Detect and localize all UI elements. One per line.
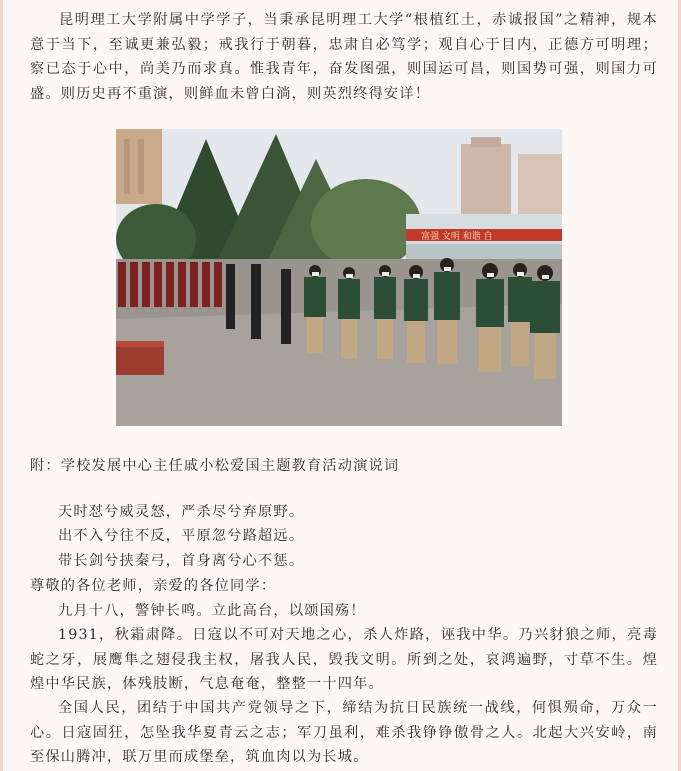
ceremony-photo <box>116 129 562 426</box>
poem-line: 天时怼兮威灵怒，严杀尽兮弃原野。 <box>58 504 305 520</box>
poem-line: 出不入兮往不反，平原忽兮路超远。 <box>58 528 305 544</box>
speech-caption: 附：学校发展中心主任戚小松爱国主题教育活动演说词 <box>30 458 400 474</box>
intro-paragraph: 昆明理工大学附属中学学子，当秉承昆明理工大学“根植红土，赤诚报国”之精神，规本意于当下，至诚更兼弘毅；戒我行于朝暮，忠肃自必笃学；观自心于目内，正德方可明理；察已态于心中，尚美乃而求真。惟我青年，奋发图强，则国运可昌，则国势可强，则国力可盛。则历史再不重演，则鲜血未曾白淌，则英烈终得安详！ <box>30 12 658 102</box>
greeting: 尊敬的各位老师，亲爱的各位同学： <box>30 578 277 594</box>
banner-text: 富强 文明 和谐 自 <box>421 232 493 242</box>
poem-line: 带长剑兮挟秦弓，首身离兮心不惩。 <box>58 553 305 569</box>
speech-paragraph-2: 全国人民，团结于中国共产党领导之下，缔结为抗日民族统一战线，何惧殒命，万众一心。日寇固狂，怎坠我华夏青云之志；军刀虽利，难杀我铮铮傲骨之人。北起大兴安岭，南至保山腾冲，联万里而成堡垒，筑血肉以为长城。 <box>30 700 658 766</box>
speech-paragraph-1: 1931，秋霜肃降。日寇以不可对天地之心，杀人炸路，诬我中华。乃兴豺狼之师，亮毒蛇之牙，展鹰隼之翅侵我主权，屠我人民，毁我文明。所到之处，哀鸿遍野，寸草不生。煌煌中华民族，体残肢断，气息奄奄，整整一十四年。 <box>30 627 658 693</box>
opening-line: 九月十八，警钟长鸣。立此高台，以颂国殇！ <box>58 603 366 619</box>
